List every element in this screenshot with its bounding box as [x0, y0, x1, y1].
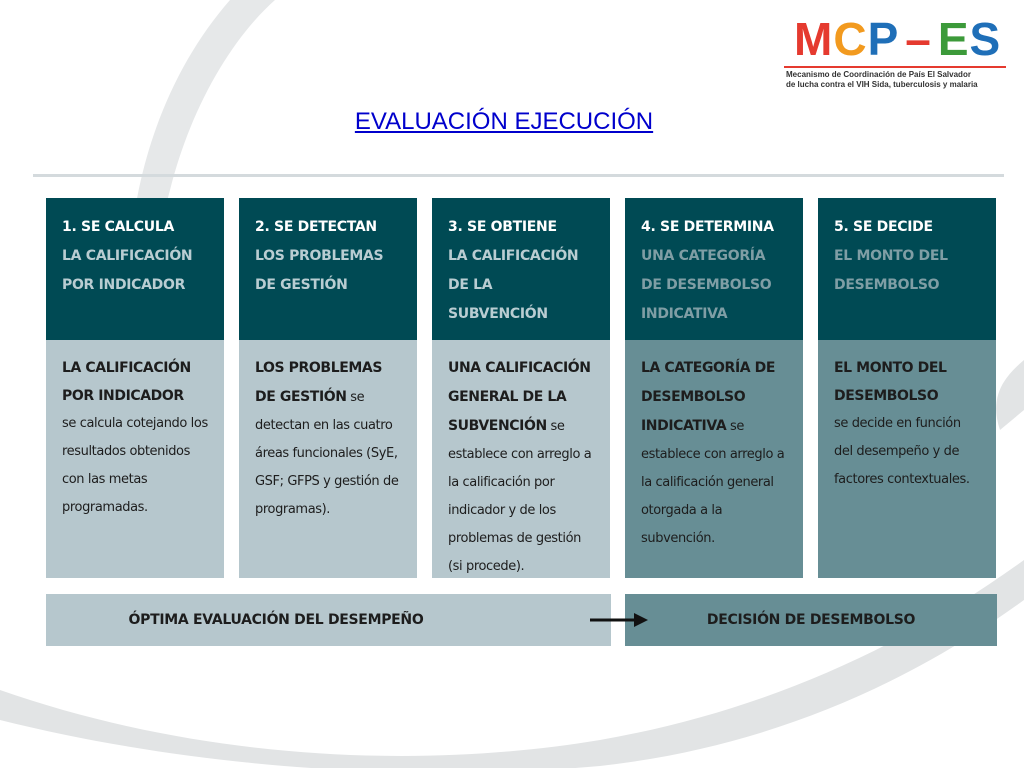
step-1-body — [46, 340, 224, 578]
step-5-subtitle: EL MONTO DEL DESEMBOLSO — [834, 248, 948, 293]
page-title[interactable]: EVALUACIÓN EJECUCIÓN — [354, 108, 654, 135]
logo-letter-p: P — [867, 13, 900, 65]
step-2-title: 2. SE DETECTAN — [255, 219, 377, 235]
step-5-header — [818, 198, 996, 340]
step-5-body-text: se decide en función del desempeño y de factores contextuales. — [834, 416, 970, 487]
step-2-body-text: se detectan en las cuatro áreas funcionales (SyE, GSF; GFPS y gestión de programas). — [255, 390, 399, 517]
logo-subtitle-line2: de lucha contra el VIH Sida, tuberculosis y malaria — [786, 79, 978, 89]
performance-evaluation-label: ÓPTIMA EVALUACIÓN DEL DESEMPEÑO — [128, 612, 424, 628]
step-3-title: 3. SE OBTIENE — [448, 219, 557, 235]
step-3-body-bold: UNA CALIFICACIÓN GENERAL DE LA SUBVENCIÓN — [448, 360, 591, 434]
logo-wordmark — [794, 13, 1002, 65]
step-2-column — [239, 198, 417, 578]
performance-evaluation-bar — [46, 594, 611, 646]
step-1-column — [46, 198, 224, 578]
step-2-body-bold: LOS PROBLEMAS DE GESTIÓN — [255, 360, 383, 405]
logo-letter-m: M — [794, 13, 834, 65]
step-3-subtitle: LA CALIFICACIÓN DE LA SUBVENCIÓN — [448, 248, 579, 322]
title-divider — [33, 174, 1004, 177]
mcp-es-logo — [784, 13, 1006, 90]
logo-subtitle-line1: Mecanismo de Coordinación de País El Salvador — [786, 70, 971, 79]
step-4-column — [625, 198, 803, 578]
logo-subtitle — [786, 70, 1008, 89]
step-4-title: 4. SE DETERMINA — [641, 219, 774, 235]
step-1-subtitle: LA CALIFICACIÓN POR INDICADOR — [62, 248, 193, 293]
logo-letter-e: E — [937, 13, 970, 65]
arrow-right-icon — [590, 610, 650, 630]
step-4-body-text: se establece con arreglo a la calificación general otorgada a la subvención. — [641, 419, 785, 546]
disbursement-decision-bar — [625, 594, 997, 646]
step-3-body — [432, 340, 610, 578]
step-3-body-text: se establece con arreglo a la calificación por indicador y de los problemas de gestión (si procede). — [448, 419, 592, 574]
logo-letter-c: C — [833, 13, 868, 65]
step-1-title: 1. SE CALCULA — [62, 219, 174, 235]
disbursement-decision-label: DECISIÓN DE DESEMBOLSO — [706, 612, 916, 628]
step-2-body — [239, 340, 417, 578]
step-5-body-bold: EL MONTO DEL DESEMBOLSO — [834, 360, 947, 404]
step-5-column — [818, 198, 996, 578]
step-2-subtitle: LOS PROBLEMAS DE GESTIÓN — [255, 248, 384, 293]
step-2-header — [239, 198, 417, 340]
step-4-header — [625, 198, 803, 340]
step-1-body-bold: LA CALIFICACIÓN POR INDICADOR — [62, 360, 191, 404]
step-3-column — [432, 198, 610, 578]
step-4-body — [625, 340, 803, 578]
step-5-body — [818, 340, 996, 578]
step-4-body-bold: LA CATEGORÍA DE DESEMBOLSO INDICATIVA — [641, 360, 776, 434]
step-4-subtitle: UNA CATEGORÍA DE DESEMBOLSO INDICATIVA — [641, 248, 772, 322]
step-5-title: 5. SE DECIDE — [834, 219, 933, 235]
logo-letter-s: S — [969, 13, 1002, 65]
step-1-header — [46, 198, 224, 340]
logo-divider — [784, 66, 1006, 68]
step-3-header — [432, 198, 610, 340]
logo-dash: – — [905, 13, 932, 65]
step-1-body-text: se calcula cotejando los resultados obtenidos con las metas programadas. — [62, 416, 208, 515]
